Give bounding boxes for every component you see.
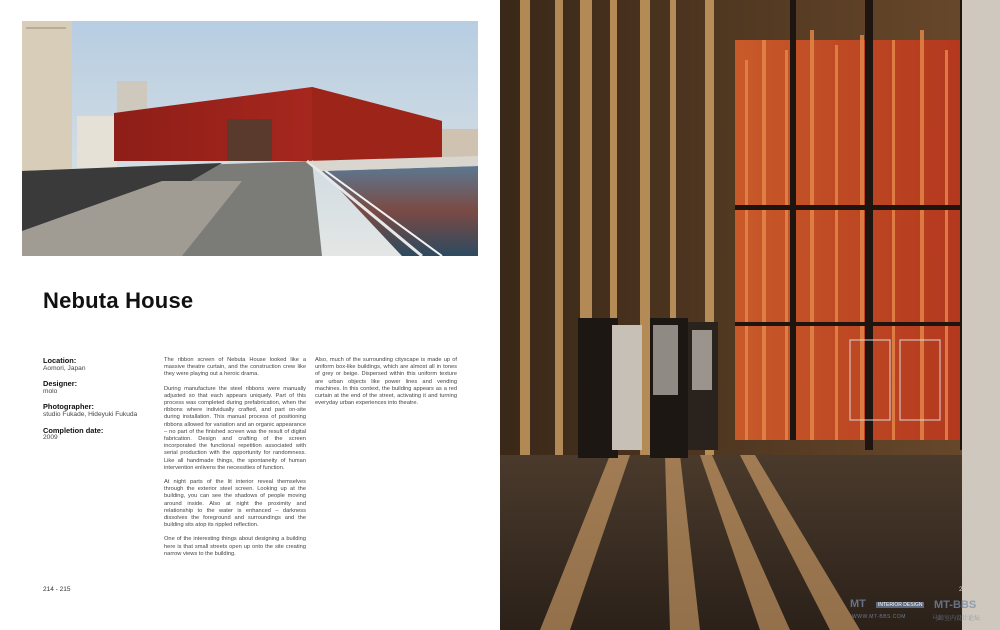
meta-label: Designer: — [43, 379, 78, 389]
watermark-mtbbs: MT-BBS — [934, 599, 977, 611]
interior-photo — [500, 0, 1000, 630]
page-number-left: 214 - 215 — [43, 586, 71, 593]
paragraph: At night parts of the lit interior reveal themselves through the exterior steel screen. Looking up at the building, you can see the shadows of people moving around inside. Also at night the proximity and relationship to the water is enhanced – darkness dissolves the foreground and surroundings and the building sits atop its rippled reflection. — [164, 479, 306, 529]
paragraph: Also, much of the surrounding cityscape is made up of uniform box-like buildings, which are almost all in tones of grey or beige. Dispersed within this uniform texture are urban objects like power lines and vending machines. In this context, the building appears as a red curtain at the end of the street, activating it and turning everyday urban experiences into theatre. — [315, 357, 457, 407]
watermark-mt: MT — [850, 598, 866, 610]
meta-photographer — [43, 403, 153, 418]
watermark-interior-design: INTERIOR DESIGN — [878, 602, 923, 608]
paragraph: During manufacture the steel ribbons were manually adjusted so that each appears uniquely. Part of this process was completed during prefabrication, when the ribbons where individually crafted, and part on-site during installation. This manual process of positioning ribbons allowed for variation and an organic appearance – no part of the finished screen was the result of digital fabrication. Design and crafting of the screen incorporated the functional repetition associated with serial production with the opportunity for randomness. Like all handmade things, the spontaneity of human intervention enlivens the necessities of function. — [164, 385, 306, 471]
meta-value: Aomori, Japan — [43, 364, 86, 372]
paragraph: The ribbon screen of Nebuta House looked like a massive theatre curtain, and the construction crew like they were playing out a heroic drama. — [164, 357, 306, 378]
meta-value: molo — [43, 387, 58, 395]
meta-label: Location: — [43, 356, 77, 365]
body-column-2 — [315, 357, 457, 414]
project-meta — [43, 357, 153, 450]
meta-designer — [43, 380, 153, 395]
meta-value: studio Fukade, Hideyuki Fukuda — [43, 410, 138, 418]
article-title: Nebuta House — [43, 288, 194, 313]
paragraph: One of the interesting things about designing a building here is that small streets open up onto the site creating narrow views to the building. — [164, 536, 306, 557]
meta-label: Completion date: — [43, 425, 104, 435]
meta-label: Photographer: — [43, 402, 94, 412]
meta-completion — [43, 427, 153, 442]
watermark-chinese: 马蹄室内设计论坛 — [932, 616, 981, 622]
exterior-photo — [22, 21, 478, 256]
meta-value: 2009 — [43, 434, 58, 442]
watermark-url: WWW.MT-BBS.COM — [852, 614, 906, 620]
body-column-1 — [164, 357, 306, 565]
page-number-right: 2 — [959, 586, 963, 593]
meta-location — [43, 357, 153, 372]
